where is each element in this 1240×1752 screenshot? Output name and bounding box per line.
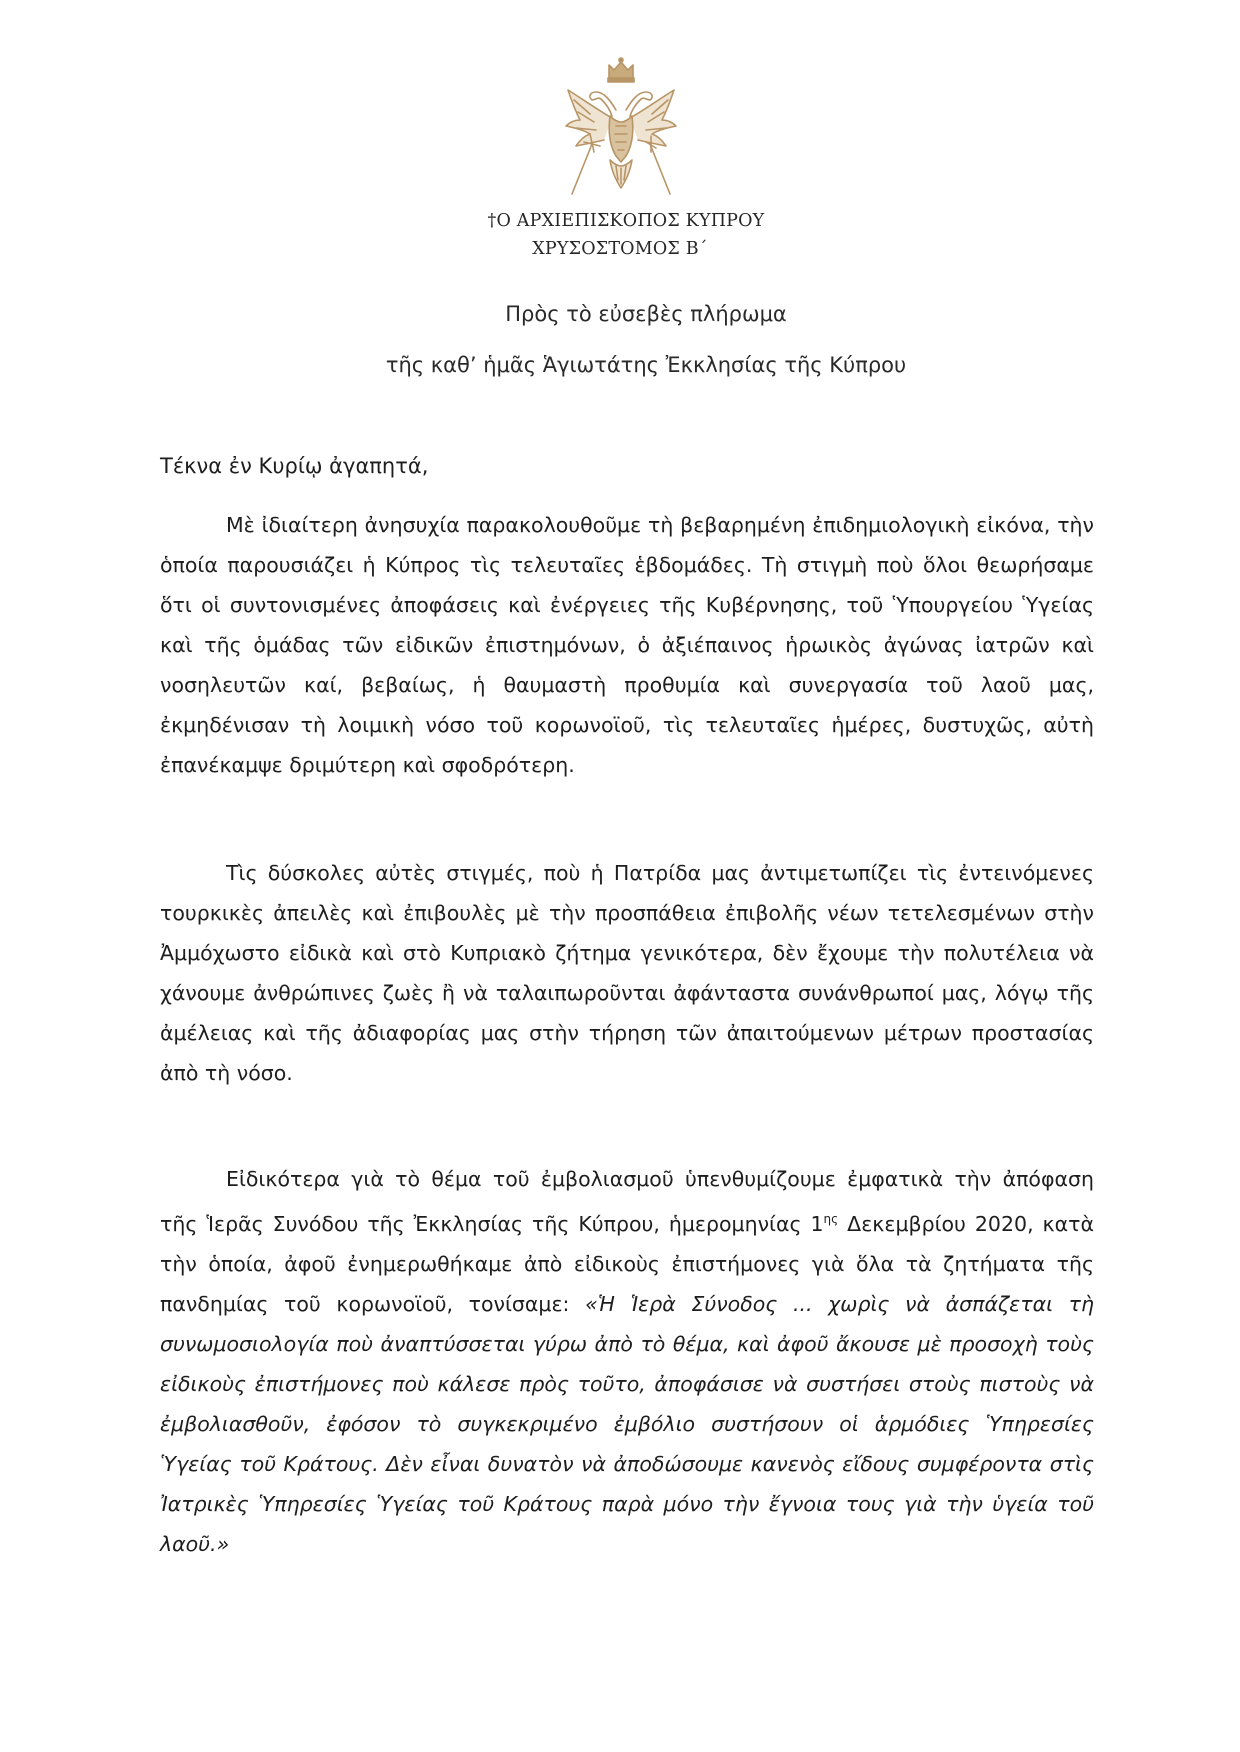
greeting: Τέκνα ἐν Κυρίῳ ἀγαπητά, bbox=[160, 454, 429, 478]
signatory-name: ΧΡΥΣΟΣΤΟΜΟΣ Β΄ bbox=[532, 239, 708, 259]
paragraph-1: Μὲ ἰδιαίτερη ἀνησυχία παρακολουθοῦμε τὴ βεβαρημένη ἐπιδημιολογικὴ εἰκόνα, τὴν ὁποία παρουσιάζει ἡ Κύπρος τὶς τελευταῖες ἑβδομάδες. Τὴ στιγμὴ ποὺ ὅλοι θεωρήσαμε ὅτι οἱ συντονισμένες ἀποφάσεις καὶ ἐνέργειες τῆς Κυβέρνησης, τοῦ Ὑπουργείου Ὑγείας καὶ τῆς ὁμάδας τῶν εἰδικῶν ἐπιστημόνων, ὁ ἀξιέπαινος ἡρωικὸς ἀγώνας ἰατρῶν καὶ νοσηλευτῶν καί, βεβαίως, ἡ θαυμαστὴ προθυμία καὶ συνεργασία τοῦ λαοῦ μας, ἐκμηδένισαν τὴ λοιμικὴ νόσο τοῦ κορωνοϊοῦ, τὶς τελευταῖες ἡμέρες, δυστυχῶς, αὐτὴ ἐπανέκαμψε δριμύτερη καὶ σφοδρότερη. bbox=[160, 513, 1094, 777]
paragraph-3-intro: Εἰδικότερα γιὰ τὸ θέμα τοῦ ἐμβολιασμοῦ ὑπενθυμίζουμε ἐμφατικὰ τὴν ἀπόφαση τῆς Ἱερᾶς Συνόδου τῆς Ἐκκλησίας τῆς Κύπρου, ἡμερομηνίας 1 bbox=[160, 1167, 1094, 1236]
synod-quote: «Ἡ Ἱερὰ Σύνοδος ... χωρὶς νὰ ἀσπάζεται τὴ συνωμοσιολογία ποὺ ἀναπτύσσεται γύρω ἀπὸ τὸ θέμα, καὶ ἀφοῦ ἄκουσε μὲ προσοχὴ τοὺς εἰδικοὺς ἐπιστήμονες ποὺ κάλεσε πρὸς τοῦτο, ἀποφάσισε νὰ συστήσει στοὺς πιστοὺς νὰ ἐμβολιασθοῦν, ἐφόσον τὸ συγκεκριμένο ἐμβόλιο συστήσουν οἱ ἁρμόδιες Ὑπηρεσίες Ὑγείας τοῦ Κράτους. Δὲν εἶναι δυνατὸν νὰ ἀποδώσουμε κανενὸς εἴδους συμφέροντα στὶς Ἰατρικὲς Ὑπηρεσίες Ὑγείας τοῦ Κράτους παρὰ μόνο τὴν ἔγνοια τους γιὰ τὴν ὑγεία τοῦ λαοῦ.» bbox=[160, 1291, 1094, 1556]
address-line-1: Πρὸς τὸ εὐσεβὲς πλήρωμα bbox=[505, 302, 787, 326]
double-headed-eagle-crest-icon bbox=[550, 56, 692, 202]
address-line-2: τῆς καθ’ ἡμᾶς Ἁγιωτάτης Ἐκκλησίας τῆς Κύπρου bbox=[385, 353, 907, 377]
signatory-title: †Ο ΑΡΧΙΕΠΙΣΚΟΠΟΣ ΚΥΠΡΟΥ bbox=[487, 211, 765, 231]
paragraph-2: Τὶς δύσκολες αὐτὲς στιγμές, ποὺ ἡ Πατρίδα μας ἀντιμετωπίζει τὶς ἐντεινόμενες τουρκικὲς ἀπειλὲς καὶ ἐπιβουλὲς μὲ τὴν προσπάθεια ἐπιβολῆς νέων τετελεσμένων στὴν Ἀμμόχωστο εἰδικὰ καὶ στὸ Κυπριακὸ ζήτημα γενικότερα, δὲν ἔχουμε τὴν πολυτέλεια νὰ χάνουμε ἀνθρώπινες ζωὲς ἢ νὰ ταλαιπωροῦνται ἀφάνταστα συνάνθρωποί μας, λόγῳ τῆς ἀμέλειας καὶ τῆς ἀδιαφορίας μας στὴν τήρηση τῶν ἀπαιτούμενων μέτρων προστασίας ἀπὸ τὴ νόσο. bbox=[160, 861, 1094, 1085]
paragraph-3 bbox=[160, 1159, 1094, 1564]
paragraph-3-superscript: ης bbox=[823, 1212, 839, 1226]
paragraph-3-middle: Δεκεμβρίου 2020, κατὰ τὴν ὁποία, ἀφοῦ ἐνημερωθήκαμε ἀπὸ εἰδικοὺς ἐπιστήμονες γιὰ ὅλα τὰ ζητήματα τῆς πανδημίας τοῦ κορωνοϊοῦ, τονίσαμε: bbox=[160, 1211, 1095, 1316]
